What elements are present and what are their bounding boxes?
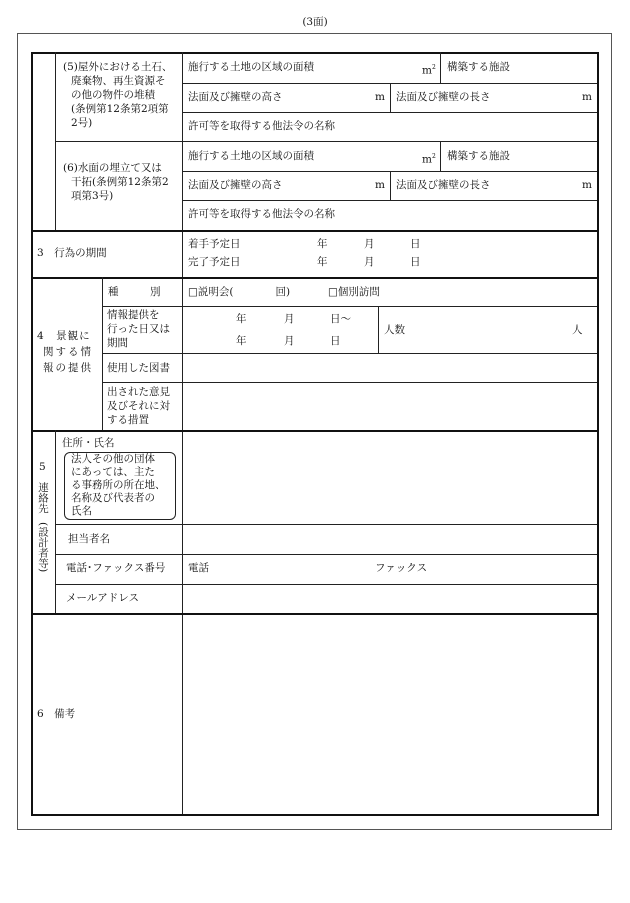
phone-fax-label: 電話･ファックス番号 — [66, 562, 166, 574]
kind-option-briefing[interactable]: □説明会( 回) — [188, 286, 291, 298]
page-number-label: (3面) — [302, 16, 328, 28]
item6-area-unit: $m^2$ — [422, 153, 436, 166]
people-unit: 人 — [572, 324, 583, 336]
contact-section-label: 連絡先 — [37, 482, 49, 514]
item5-slope-height-unit: m — [375, 91, 385, 103]
period-label: 3 行為の期間 — [37, 247, 107, 259]
people-label: 人数 — [384, 324, 405, 336]
kind-option-individual-visit[interactable]: □個別訪問 — [328, 286, 380, 298]
item6-facility-label: 構築する施設 — [447, 150, 510, 162]
email-label: メールアドレス — [66, 592, 139, 604]
fax-label: ファックス — [375, 562, 428, 574]
address-label: 住所・氏名 — [62, 437, 115, 449]
item6-slope-length-label: 法面及び擁壁の長さ — [396, 179, 491, 191]
item6-slope-height-unit: m — [375, 179, 385, 191]
remarks-label: 6 備考 — [37, 708, 76, 720]
person-in-charge-label: 担当者名 — [68, 533, 110, 545]
item5-area-label: 施行する土地の区域の面積 — [188, 61, 314, 73]
item6-permits-label: 許可等を取得する他法令の名称 — [188, 208, 335, 220]
item6-area-label: 施行する土地の区域の面積 — [188, 150, 314, 162]
item5-permits-label: 許可等を取得する他法令の名称 — [188, 120, 335, 132]
item5-slope-length-unit: m — [582, 91, 592, 103]
item6-slope-length-unit: m — [582, 179, 592, 191]
item5-slope-length-label: 法面及び擁壁の長さ — [396, 91, 491, 103]
kind-label: 種 別 — [108, 286, 161, 298]
documents-label: 使用した図書 — [107, 362, 170, 374]
item5-area-unit: $m^2$ — [422, 64, 436, 77]
contact-section-sub: (設計者等) — [37, 522, 49, 573]
item5-facility-label: 構築する施設 — [447, 61, 510, 73]
item6-slope-height-label: 法面及び擁壁の高さ — [188, 179, 283, 191]
phone-label: 電話 — [188, 562, 209, 574]
contact-section-number: 5 — [39, 461, 46, 473]
item5-slope-height-label: 法面及び擁壁の高さ — [188, 91, 283, 103]
